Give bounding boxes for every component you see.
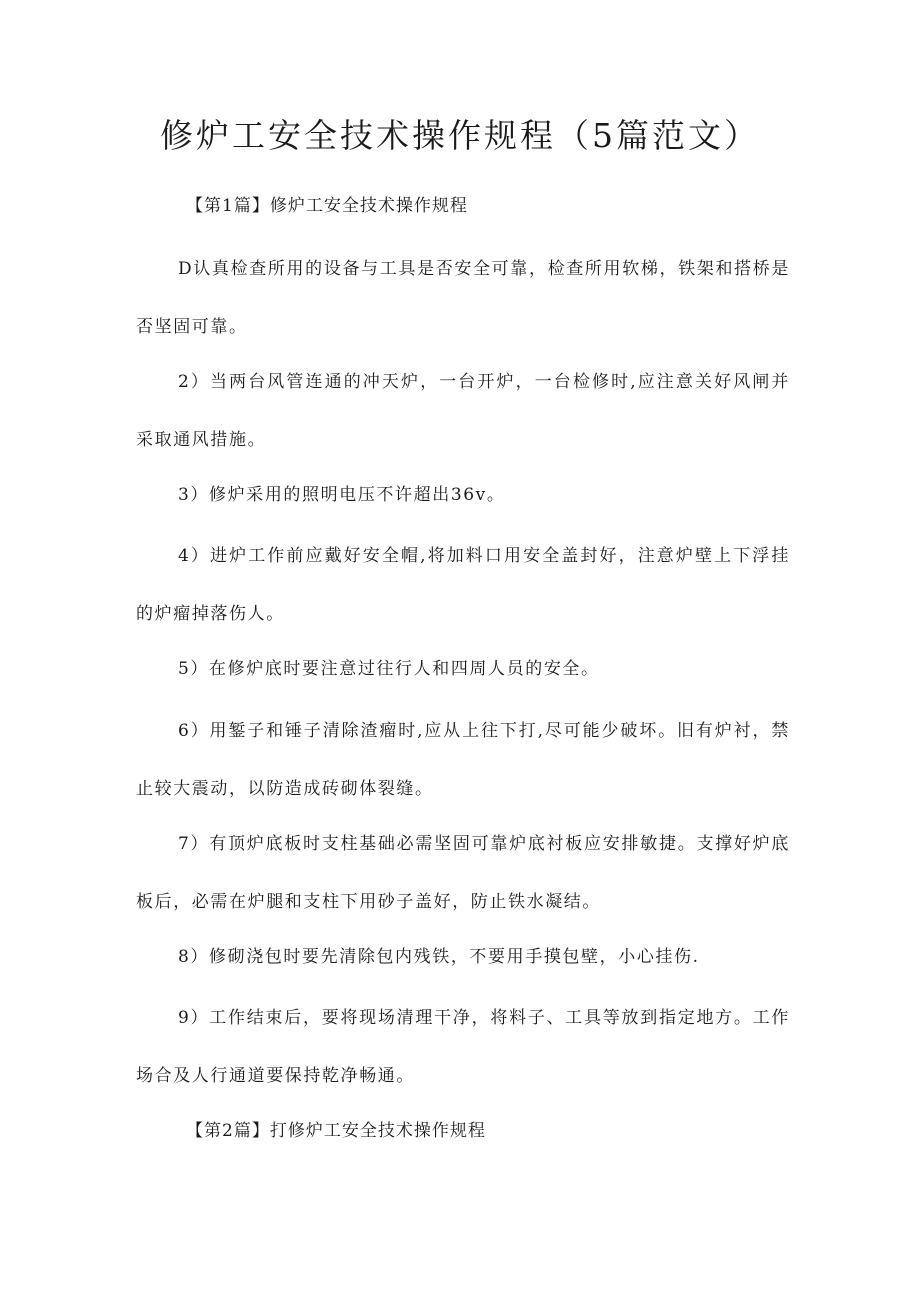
rule-item-6: 6）用錾子和锤子清除渣瘤时,应从上往下打,尽可能少破坏。旧有炉衬，禁止较大震动，以防造成砖砌体裂缝。 <box>136 721 790 799</box>
rule-item-7: 7）有顶炉底板时支柱基础必需坚固可靠炉底衬板应安排敏捷。支撑好炉底板后，必需在炉腿和支柱下用砂子盖好，防止铁水凝结。 <box>136 834 790 912</box>
section-heading-1: 【第1篇】修炉工安全技术操作规程 <box>186 196 468 216</box>
rule-item-3: 3）修炉采用的照明电压不许超出36v。 <box>178 485 506 505</box>
rule-item-1: D认真检查所用的设备与工具是否安全可靠，检查所用软梯，铁架和搭桥是否坚固可靠。 <box>136 259 790 337</box>
rule-item-8: 8）修砌浇包时要先清除包内残铁，不要用手摸包壁，小心挂伤. <box>178 947 700 967</box>
rule-item-4: 4）进炉工作前应戴好安全帽,将加料口用安全盖封好，注意炉壁上下浮挂的炉瘤掉落伤人。 <box>136 546 790 624</box>
rule-item-5: 5）在修炉底时要注意过往行人和四周人员的安全。 <box>178 659 600 679</box>
document-title: 修炉工安全技术操作规程（5篇范文） <box>160 116 760 155</box>
rule-item-9: 9）工作结束后，要将现场清理干净，将料子、工具等放到指定地方。工作场合及人行通道要保持乾净畅通。 <box>136 1008 790 1086</box>
section-heading-2: 【第2篇】打修炉工安全技术操作规程 <box>186 1121 486 1141</box>
rule-item-2: 2）当两台风管连通的冲天炉，一台开炉，一台检修时,应注意关好风闸并采取通风措施。 <box>136 372 790 450</box>
